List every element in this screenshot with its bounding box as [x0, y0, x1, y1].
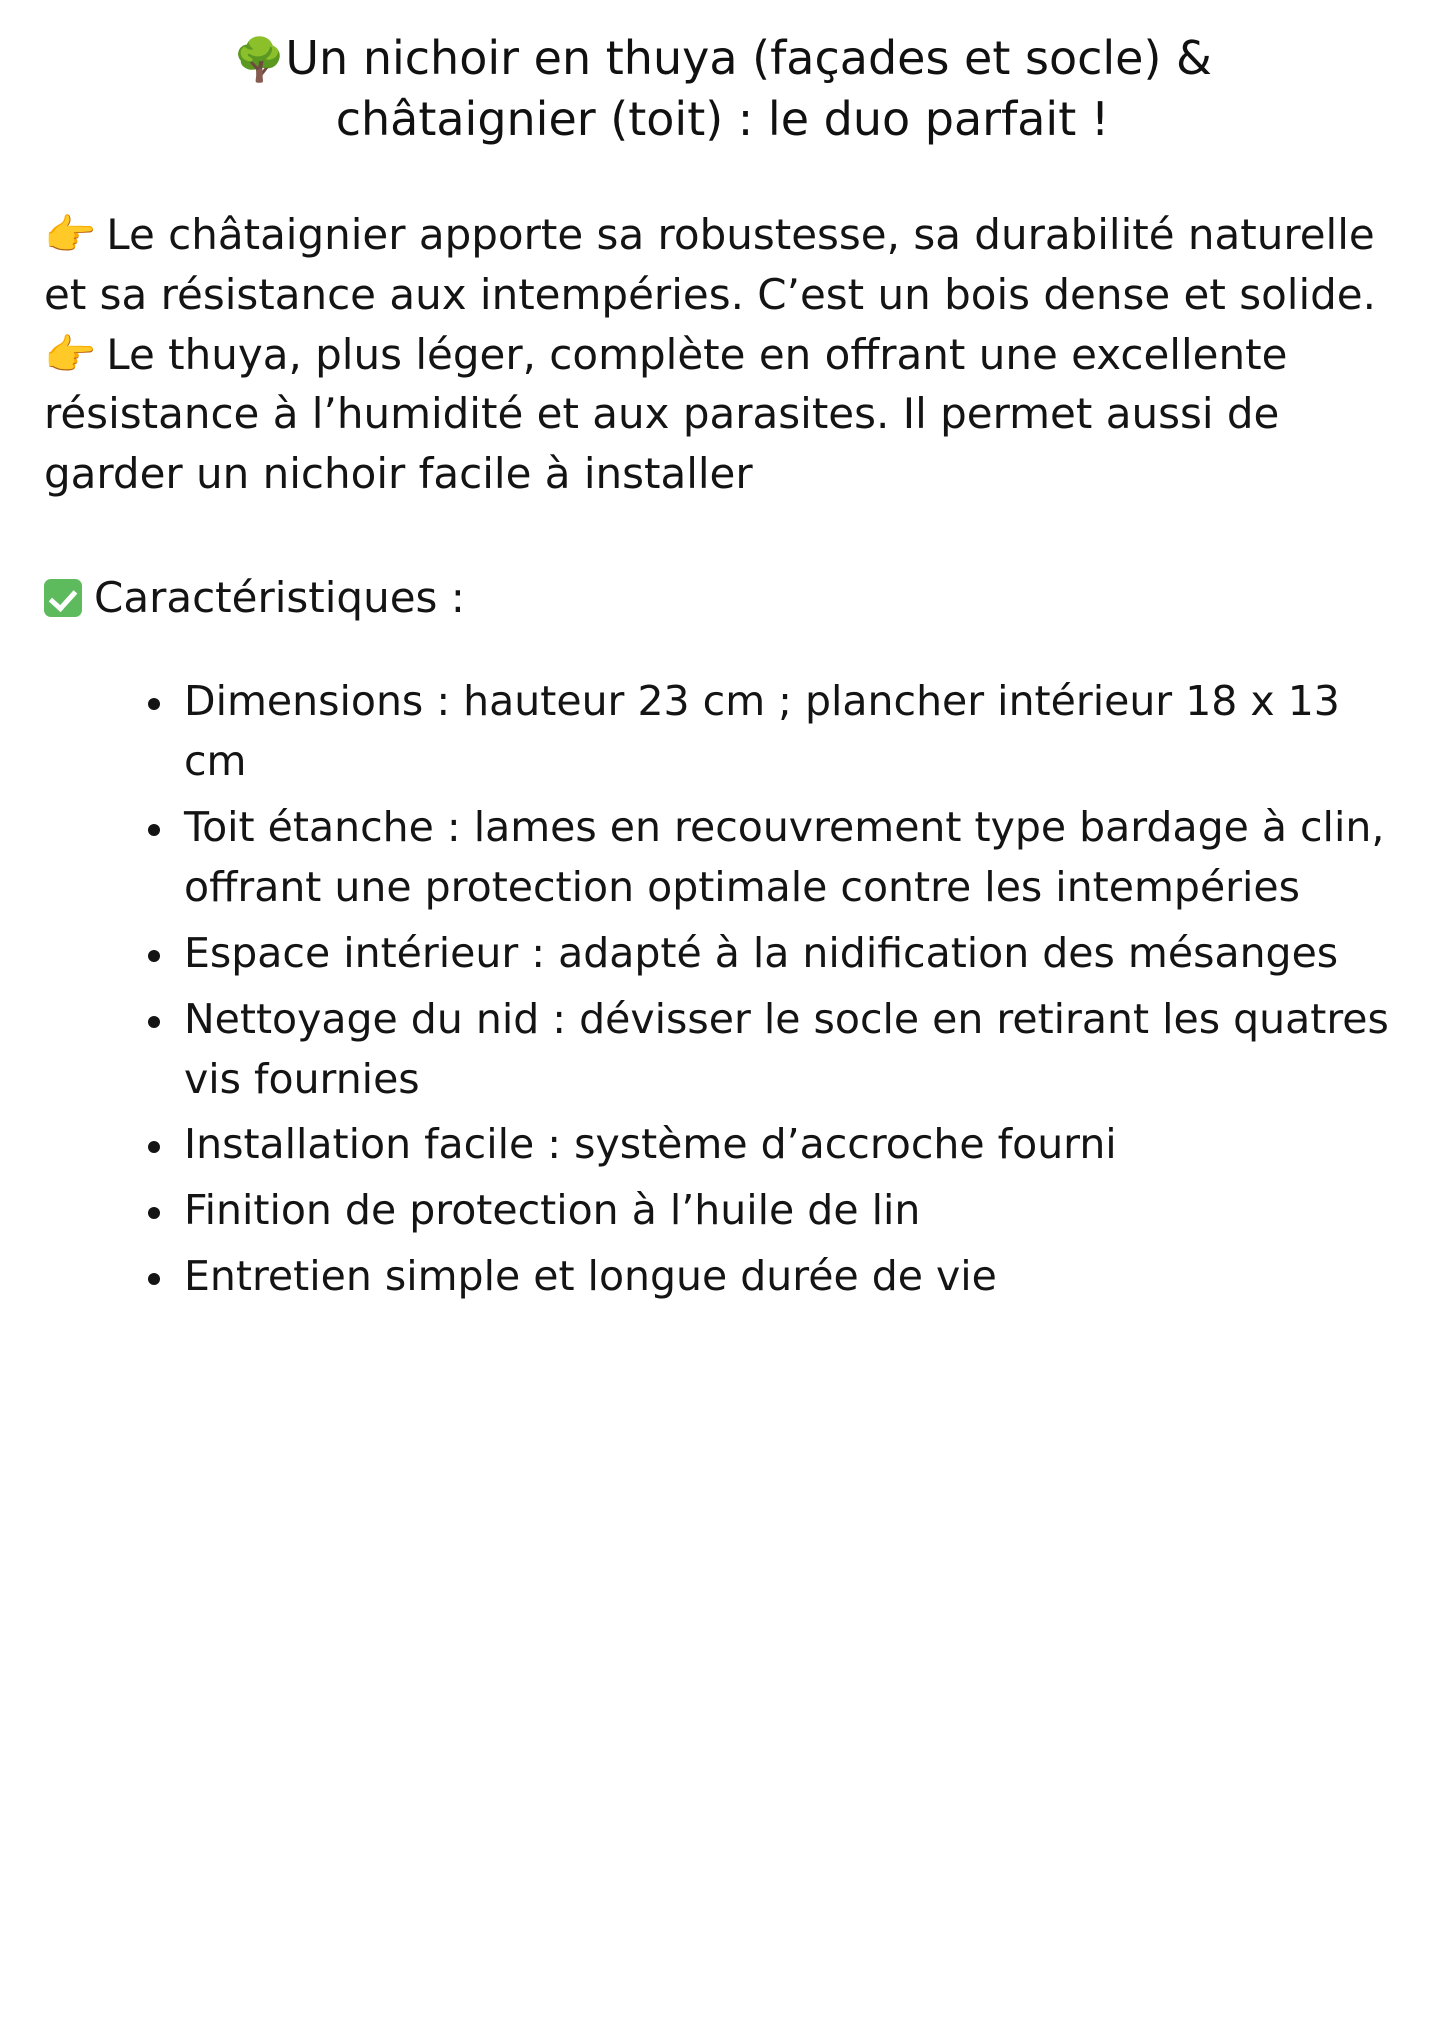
paragraph-thuya	[44, 325, 1401, 504]
list-item: Toit étanche : lames en recouvrement type bardage à clin, offrant une protection optimale contre les intempéries	[140, 798, 1401, 918]
features-list	[44, 672, 1401, 1307]
list-item: Entretien simple et longue durée de vie	[140, 1247, 1401, 1307]
features-heading	[44, 568, 1401, 629]
paragraph-chataignier	[44, 205, 1401, 324]
page-title	[44, 28, 1401, 149]
paragraph-thuya-text: Le thuya, plus léger, complète en offrant une excellente résistance à l’humidité et aux parasites. Il permet aussi de garder un nichoir facile à installer	[44, 329, 1288, 498]
pointing-hand-icon: 👉	[44, 210, 97, 260]
list-item: Nettoyage du nid : dévisser le socle en retirant les quatres vis fournies	[140, 990, 1401, 1110]
spacer	[44, 504, 1401, 568]
paragraph-chataignier-text: Le châtaignier apporte sa robustesse, sa durabilité naturelle et sa résistance aux intempéries. C’est un bois dense et solide.	[44, 210, 1376, 320]
tree-icon: 🌳	[233, 35, 286, 84]
page-title-text: Un nichoir en thuya (façades et socle) & châtaignier (toit) : le duo parfait !	[285, 31, 1212, 146]
features-heading-text: Caractéristiques :	[94, 572, 465, 622]
list-item: Espace intérieur : adapté à la nidification des mésanges	[140, 924, 1401, 984]
green-check-icon	[44, 579, 82, 617]
list-item: Dimensions : hauteur 23 cm ; plancher intérieur 18 x 13 cm	[140, 672, 1401, 792]
list-item: Installation facile : système d’accroche fourni	[140, 1115, 1401, 1175]
list-item: Finition de protection à l’huile de lin	[140, 1181, 1401, 1241]
pointing-hand-icon: 👉	[44, 329, 97, 379]
